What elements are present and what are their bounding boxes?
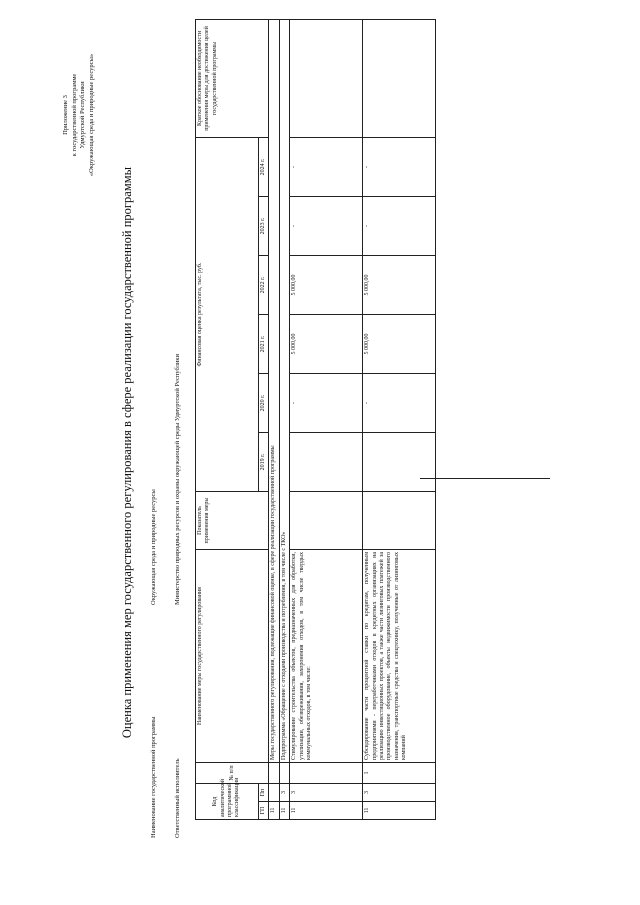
section-measures-label: Меры государственного регулирования, подлежащие финансовой оценке, в сфере реализации государственной программы: [269, 19, 279, 762]
header-num: № п/п: [196, 763, 269, 784]
row-value-2019: [363, 433, 436, 492]
header-financial: Финансовая оценка результата, тыс. руб.: [196, 137, 259, 491]
row-rationale: [290, 19, 363, 137]
header-year-2021: 2021 г.: [259, 315, 269, 374]
row-measure-name: Субсидирование части процентной ставки по кредитам, полученным предприятиями - переработчиками отходов в кредитных организациях на реализацию инвестиционных проектов, а также части лизинговых платежей за производственное оборудование, объекты недвижимости производственного назначения, транспортные средства и спецтехнику, полученные от лизинговых компаний: [363, 550, 436, 763]
section-row-subprogram: [279, 19, 289, 819]
document-title: Оценка применения мер государственного регулирования в сфере реализации государственной программы: [120, 166, 134, 739]
header-rationale: Краткое обоснование необходимости применения меры для достижения целей государственной программы: [196, 19, 269, 137]
section-subprogram-label: Подпрограмма «Обращение с отходами производства и потребления, в том числе с ТКО»: [279, 19, 289, 762]
appendix-note: [62, 25, 96, 205]
row-value-2023: -: [290, 197, 363, 256]
executor-label: Ответственный исполнитель: [174, 758, 181, 838]
row-value-2024: -: [363, 137, 436, 196]
header-measure: Наименование меры государственного регулирования: [196, 550, 269, 763]
section-row-measures: [269, 19, 279, 819]
subprogram-pp: 3: [279, 784, 289, 802]
header-year-2019: 2019 г.: [259, 433, 269, 492]
appendix-line-4: «Окружающая среда и природные ресурсы»: [87, 53, 95, 177]
appendix-line-1: Приложение 3: [62, 95, 69, 135]
row-value-2021: 5 000,00: [290, 315, 363, 374]
separator-line: [420, 478, 550, 479]
row-pp: 3: [290, 784, 363, 802]
header-year-2024: 2024 г.: [259, 137, 269, 196]
header-year-2022: 2022 г.: [259, 256, 269, 315]
row-value-2022: 5 000,00: [363, 256, 436, 315]
program-value: Окружающая среда и природные ресурсы: [150, 489, 157, 605]
row-rationale: [363, 19, 436, 137]
row-value-2023: -: [363, 197, 436, 256]
header-year-2023: 2023 г.: [259, 197, 269, 256]
row-value-2021: 5 000,00: [363, 315, 436, 374]
appendix-line-3: Удмуртской Республики: [79, 81, 86, 149]
row-value-2020: -: [290, 374, 363, 433]
subprogram-gp: 11: [279, 802, 289, 820]
row-indicator: [290, 492, 363, 550]
row-value-2020: -: [363, 374, 436, 433]
row-gp: 11: [290, 802, 363, 820]
executor-value: Министерство природных ресурсов и охраны окружающей среды Удмуртской Республики: [174, 353, 181, 605]
row-measure-name: Стимулирование строительства объектов, предназначенных для обработки, утилизации, обезвреживания, захоронения отходов, в том числе твердых коммунальных отходов, в том числе:: [290, 550, 363, 763]
measures-table: [195, 19, 436, 820]
program-label: Наименование государственной программы: [150, 716, 157, 838]
row-num: [290, 763, 363, 784]
appendix-line-2: к государственной программе: [70, 73, 78, 157]
row-indicator: [363, 492, 436, 550]
header-year-2020: 2020 г.: [259, 374, 269, 433]
header-indicator: Показатель применения меры: [196, 492, 269, 550]
header-pp: Пп: [259, 784, 269, 802]
row-value-2024: -: [290, 137, 363, 196]
row-gp: 11: [363, 802, 436, 820]
section-gp: 11: [269, 802, 279, 820]
header-gp: ГП: [259, 802, 269, 820]
row-value-2019: [290, 433, 363, 492]
row-value-2022: 5 000,00: [290, 256, 363, 315]
table-row: [290, 19, 363, 819]
row-pp: 3: [363, 784, 436, 802]
header-code: Код аналитической программной классификации: [196, 784, 259, 820]
table-row: [363, 19, 436, 819]
row-num: 1: [363, 763, 436, 784]
